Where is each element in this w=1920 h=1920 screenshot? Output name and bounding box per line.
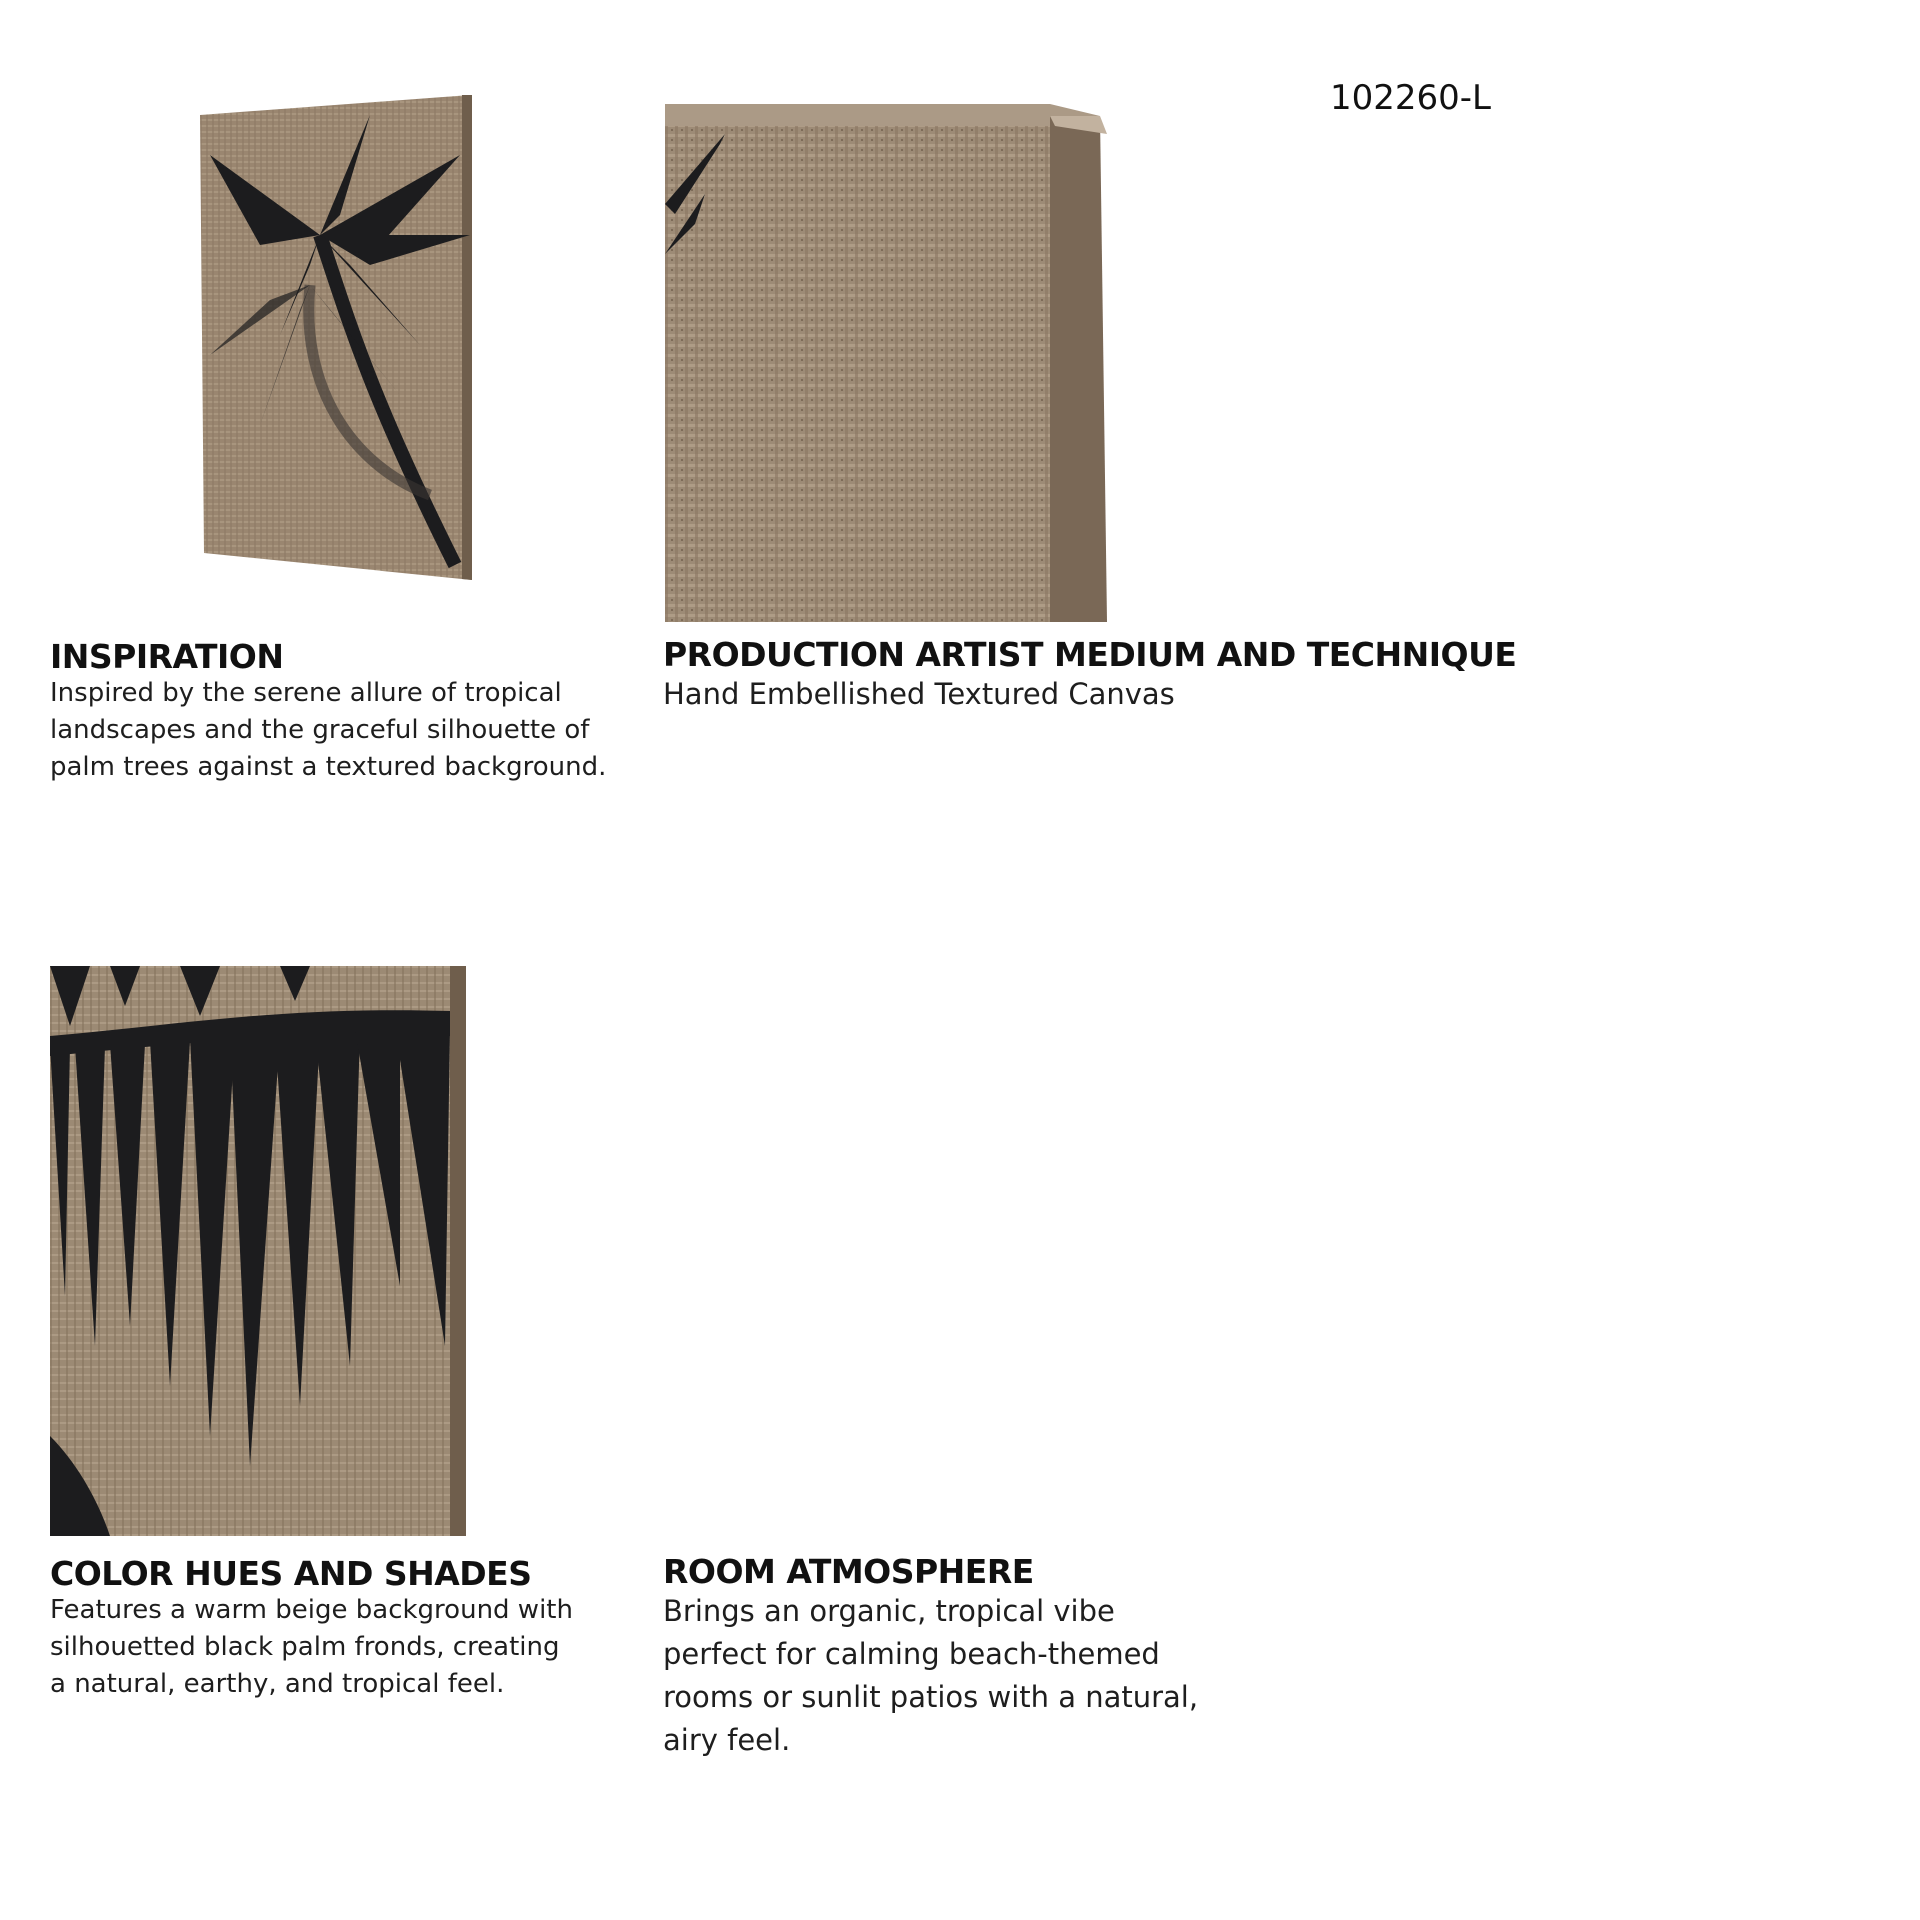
palm-frond-closeup-image — [50, 966, 466, 1536]
inspiration-text: Inspired by the serene allure of tropical landscapes and the graceful silhouette of palm trees against a textured background. — [50, 678, 607, 782]
canvas-full-view-image — [200, 95, 472, 580]
production-text: Hand Embellished Textured Canvas — [663, 677, 1175, 711]
product-sku: 102260-L — [1330, 78, 1492, 118]
inspiration-heading: INSPIRATION — [50, 637, 284, 676]
production-heading: PRODUCTION ARTIST MEDIUM AND TECHNIQUE — [663, 635, 1517, 674]
color-heading: COLOR HUES AND SHADES — [50, 1554, 532, 1593]
room-atmosphere-heading: ROOM ATMOSPHERE — [663, 1552, 1034, 1591]
color-text: Features a warm beige background with silhouetted black palm fronds, creating a natural, earthy, and tropical feel. — [50, 1595, 573, 1699]
room-atmosphere-text: Brings an organic, tropical vibe perfect for calming beach-themed rooms or sunlit patios with a natural, airy feel. — [663, 1594, 1199, 1757]
canvas-corner-closeup-image — [665, 104, 1107, 622]
